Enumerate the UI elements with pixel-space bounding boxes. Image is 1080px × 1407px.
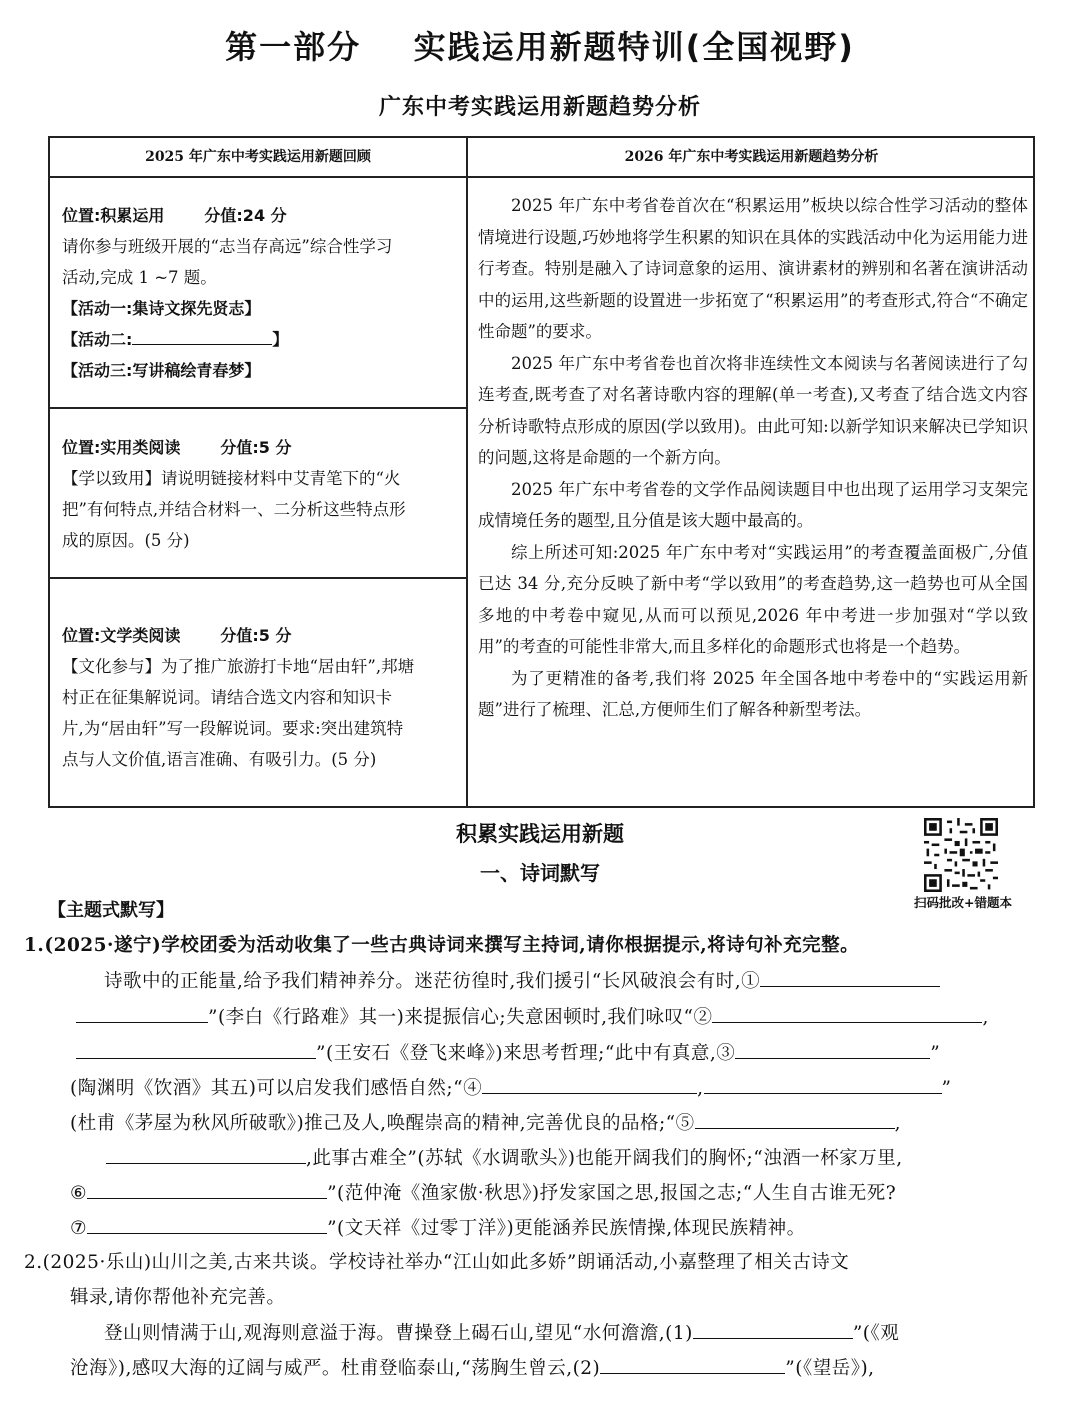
- cell-score: 分值:24 分: [204, 206, 287, 225]
- cell-text: 成的原因。(5 分): [62, 531, 190, 550]
- answer-blank-5[interactable]: [695, 1108, 895, 1129]
- cell-position: 位置:文学类阅读: [62, 626, 181, 645]
- table-header-trend: 2026 年广东中考实践运用新题趋势分析: [624, 149, 879, 165]
- question-1-line: 诗歌中的正能量,给予我们精神养分。迷茫彷徨时,我们援引“长风破浪会有时,①: [104, 966, 1080, 993]
- activity-two: 【活动二: 】: [62, 324, 458, 355]
- analysis-paragraph: 综上所述可知:2025 年广东中考对“实践运用”的考查覆盖面极广,分值已达 34 分,充分反映了新中考“学以致用”的考查趋势,这一趋势也可从全国多地的中考卷中窥见,从而可以预见,2026 年中考进一步加强对“学以致用”的考查的可能性非常大,而且多样化的命题形式也将是一个趋势。: [478, 542, 1028, 656]
- activity-one: 【活动一:集诗文探先贤志】: [62, 299, 261, 318]
- answer-blank-2[interactable]: [712, 1002, 982, 1023]
- answer-blank-2-cont[interactable]: [76, 1038, 316, 1059]
- cell-text: 点与人文价值,语言准确、有吸引力。(5 分): [62, 750, 377, 769]
- answer-blank-q2-2[interactable]: [600, 1353, 785, 1374]
- qr-label: 扫码批改+错题本: [914, 895, 1012, 910]
- cell-position: 位置:积累运用: [62, 206, 165, 225]
- answer-blank-5-cont[interactable]: [106, 1143, 306, 1164]
- cell-text: 请你参与班级开展的“志当存高远”综合性学习: [62, 237, 393, 256]
- question-1-line: (杜甫《茅屋为秋风所破歌》)推己及人,唤醒崇高的精神,完善优良的品格;“⑤ ,: [70, 1108, 1080, 1135]
- question-1-line: (陶渊明《饮酒》其五)可以启发我们感悟自然;“④ , ”: [70, 1073, 1080, 1100]
- answer-blank-1-cont[interactable]: [76, 1002, 208, 1023]
- cell-text: 【学以致用】请说明链接材料中艾青笔下的“火: [62, 469, 401, 488]
- question-1-line: ⑦ ”(文天祥《过零丁洋》)更能涵养民族情操,体现民族精神。: [70, 1213, 1080, 1240]
- cell-score: 分值:5 分: [220, 438, 292, 457]
- cell-text: 活动,完成 1 ~7 题。: [62, 268, 217, 287]
- question-2-line: 沧海》),感叹大海的辽阔与威严。杜甫登临泰山,“荡胸生曾云,(2) ”(《望岳》),: [70, 1353, 1080, 1380]
- question-2-stem: 2.(2025·乐山)山川之美,古来共谈。学校诗社举办“江山如此多娇”朗诵活动,小嘉整理了相关古诗文: [24, 1252, 850, 1273]
- answer-blank-1[interactable]: [760, 966, 940, 987]
- cell-text: 片,为“居由轩”写一段解说词。要求:突出建筑特: [62, 719, 404, 738]
- question-1-line: ⑥ ”(范仲淹《渔家傲·秋思》)抒发家国之思,报国之志;“人生自古谁无死?: [70, 1178, 1080, 1205]
- question-1-stem: 1.(2025·遂宁)学校团委为活动收集了一些古典诗词来撰写主持词,请你根据提示,将诗句补充完整。: [24, 935, 860, 956]
- cell-position: 位置:实用类阅读: [62, 438, 181, 457]
- qr-code-icon[interactable]: [924, 818, 998, 892]
- analysis-paragraph: 为了更精准的备考,我们将 2025 年全国各地中考卷中的“实践运用新题”进行了梳理、汇总,方便师生们了解各种新型考法。: [478, 668, 1028, 719]
- cell-score: 分值:5 分: [220, 626, 292, 645]
- page-subtitle: 广东中考实践运用新题趋势分析: [378, 95, 701, 120]
- table-row-divider: [50, 577, 466, 579]
- question-1-line: ”(王安石《登飞来峰》)来思考哲理;“此中有真意,③ ”: [30, 1038, 1040, 1065]
- question-2-line: 辑录,请你帮他补充完善。: [70, 1287, 286, 1308]
- answer-blank-6[interactable]: [87, 1178, 327, 1199]
- answer-blank-q2-1[interactable]: [693, 1318, 853, 1339]
- analysis-paragraph: 2025 年广东中考省卷的文学作品阅读题目中也出现了运用学习支架完成情境任务的题型,且分值是该大题中最高的。: [478, 479, 1028, 530]
- activity-three: 【活动三:写讲稿绘青春梦】: [62, 361, 261, 380]
- page-title: 第一部分 实践运用新题特训(全国视野): [225, 28, 855, 66]
- section-title: 积累实践运用新题: [456, 822, 624, 846]
- answer-blank-3[interactable]: [735, 1038, 930, 1059]
- trend-analysis: [478, 190, 1028, 726]
- analysis-table: [48, 136, 1035, 808]
- question-1-line: ”(李白《行路难》其一)来提振信心;失意困顿时,我们咏叹“② ,: [30, 1002, 1040, 1029]
- review-cell-practical-reading: [62, 432, 458, 556]
- table-column-divider: [466, 138, 468, 806]
- review-cell-literary-reading: [62, 620, 458, 775]
- table-row-divider: [50, 407, 466, 409]
- table-header-divider: [50, 176, 1033, 178]
- cell-text: 村正在征集解说词。请结合选文内容和知识卡: [62, 688, 392, 707]
- table-header-review: 2025 年广东中考实践运用新题回顾: [145, 149, 371, 165]
- topic-heading: 【主题式默写】: [48, 900, 174, 921]
- analysis-paragraph: 2025 年广东中考省卷首次在“积累运用”板块以综合性学习活动的整体情境进行设题,巧妙地将学生积累的知识在具体的实践活动中化为运用能力进行考查。特别是融入了诗词意象的运用、演讲素材的辨别和名著在演讲活动中的运用,这些新题的设置进一步拓宽了“积累运用”的考查形式,符合“不确定性命题”的要求。: [478, 196, 1028, 341]
- activity-two-blank[interactable]: [132, 326, 272, 345]
- analysis-paragraph: 2025 年广东中考省卷也首次将非连续性文本阅读与名著阅读进行了勾连考查,既考查了对名著诗歌内容的理解(单一考查),又考查了结合选文内容分析诗歌特点形成的原因(学以致用)。由此可知:以新学知识来解决已学知识的问题,这将是命题的一个新方向。: [478, 353, 1028, 467]
- question-1-line: ,此事古难全”(苏轼《水调歌头》)也能开阔我们的胸怀;“浊酒一杯家万里,: [30, 1143, 1040, 1170]
- answer-blank-7[interactable]: [87, 1213, 327, 1234]
- answer-blank-4b[interactable]: [704, 1073, 942, 1094]
- cell-text: 把”有何特点,并结合材料一、二分析这些特点形: [62, 500, 406, 519]
- section-subtitle: 一、诗词默写: [480, 861, 600, 885]
- cell-text: 【文化参与】为了推广旅游打卡地“居由轩”,邦塘: [62, 657, 415, 676]
- question-2-line: 登山则情满于山,观海则意溢于海。曹操登上碣石山,望见“水何澹澹,(1) ”(《观: [104, 1318, 1080, 1345]
- answer-blank-4a[interactable]: [482, 1073, 697, 1094]
- review-cell-accumulation: [62, 200, 458, 386]
